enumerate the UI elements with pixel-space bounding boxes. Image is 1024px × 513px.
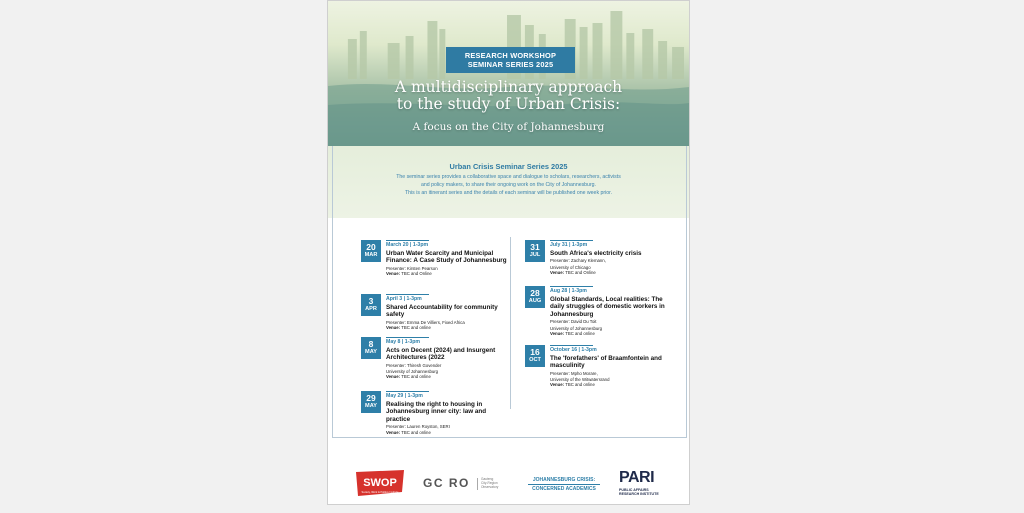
event-presenter: Presenter: Lauren Royston, SERI: [386, 424, 450, 430]
venue-label: Venue:: [386, 429, 401, 435]
venue-value: TBC and Online: [565, 270, 596, 275]
date-day: 28: [530, 288, 540, 298]
date-badge: [525, 345, 545, 367]
event-presenter: Presenter: Zachary Klemann,: [550, 258, 606, 264]
swop-tagline: Society, Work & Politics Institute: [361, 491, 399, 494]
date-month: MAY: [365, 349, 377, 355]
venue-label: Venue:: [550, 270, 565, 275]
event-affiliation: University of Chicago: [550, 264, 591, 270]
event-date: October 16 | 1-3pm: [550, 347, 597, 353]
event-affiliation: University of Johannesburg: [550, 325, 603, 331]
gcro-wordmark: GC RO: [423, 476, 470, 490]
date-month: MAR: [364, 252, 378, 258]
venue-value: TBC and online: [401, 429, 431, 435]
pari-tagline-1: PUBLIC AFFAIRS: [619, 488, 649, 492]
event-rule: [550, 240, 593, 241]
title-line-2: to the study of Urban Crisis:: [396, 95, 621, 113]
event-rule: [550, 286, 593, 287]
jc-line-1: JOHANNESBURG CRISIS:: [532, 477, 596, 483]
date-day: 16: [530, 347, 540, 357]
gcro-tagline-3: Observatory: [481, 484, 499, 489]
event-rule: [386, 391, 429, 392]
gcro-tagline-1: Gauteng: [481, 477, 494, 481]
venue-label: Venue:: [386, 325, 401, 331]
date-day: 8: [368, 339, 374, 349]
date-badge: [361, 337, 381, 359]
hero-banner: [328, 1, 689, 146]
event-presenter: Presenter: Thiresh Govender: [386, 362, 442, 368]
event-title: Acts on Decent (2024) and Insurgent Architectures (2022: [386, 347, 496, 362]
date-month: MAY: [365, 403, 377, 409]
event-date: July 31 | 1-3pm: [550, 242, 588, 248]
venue-label: Venue:: [386, 271, 401, 277]
event-venue: [550, 331, 672, 336]
poster-title: [328, 79, 689, 113]
event-title: Shared Accountability for community safety: [386, 304, 498, 319]
event-presenter: Presenter: Emma De Villiers, Fixed Africa: [386, 319, 465, 325]
poster-subtitle: A focus on the City of Johannesburg: [412, 121, 605, 133]
gcro-separator: [477, 478, 478, 490]
poster: [327, 0, 690, 505]
event-presenter: Presenter: Mpho Morare,: [550, 370, 598, 376]
event-date: May 29 | 1-3pm: [386, 393, 423, 399]
venue-label: Venue:: [386, 374, 401, 380]
event-presenter: Presenter: Kirsten Pearson: [386, 265, 438, 271]
pari-wordmark: PARI: [619, 469, 655, 486]
event-date: Aug 28 | 1-3pm: [550, 288, 587, 294]
venue-label: Venue:: [550, 330, 565, 336]
event-rule: [550, 345, 593, 346]
pari-tagline-2: RESEARCH INSTITUTE: [619, 492, 659, 497]
date-day: 3: [368, 296, 374, 306]
venue-value: TBC and online: [401, 325, 431, 331]
column-divider: [510, 237, 511, 409]
event-venue: [550, 270, 672, 275]
event-rule: [386, 240, 429, 241]
event-venue: [386, 374, 508, 379]
event-venue: [386, 430, 508, 435]
event-rule: [386, 294, 429, 295]
event-title: The 'forefathers' of Braamfontein and masculinity: [550, 355, 662, 370]
intro-heading: Urban Crisis Seminar Series 2025: [449, 162, 568, 171]
badge-line-2: SEMINAR SERIES 2025: [467, 60, 554, 69]
event-date: May 8 | 1-3pm: [386, 339, 421, 345]
swop-logo: [354, 470, 406, 498]
series-badge: [446, 47, 575, 73]
footer-logos: [328, 464, 689, 504]
swop-logo-image: [354, 470, 406, 498]
date-month: JUL: [529, 252, 541, 258]
venue-value: TBC and online: [565, 330, 595, 336]
date-month: OCT: [529, 357, 541, 363]
venue-value: TBC and Online: [401, 271, 432, 277]
event-title: Realising the right to housing in Johannesburg inner city: law and practice: [386, 401, 487, 423]
badge-line-1: RESEARCH WORKSHOP: [464, 51, 557, 60]
date-badge: [361, 391, 381, 413]
venue-value: TBC and online: [565, 382, 595, 388]
event-date: March 20 | 1-3pm: [386, 242, 429, 248]
title-line-1: A multidisciplinary approach: [394, 78, 623, 96]
date-month: AUG: [528, 298, 542, 304]
date-day: 20: [366, 242, 376, 252]
intro-line-2: and policy makers, to share their ongoing work on the City of Johannesburg.: [420, 182, 597, 189]
intro-line-1: The seminar series provides a collaborative space and dialogue to scholars, researchers, activists: [396, 174, 621, 180]
gcro-logo: [423, 476, 503, 494]
event-venue: [386, 325, 508, 330]
date-badge: [361, 240, 381, 262]
date-day: 31: [530, 242, 540, 252]
gcro-tagline: [481, 478, 498, 489]
johannesburg-crisis-logo: [528, 477, 600, 492]
gcro-tagline-2: City-Region: [481, 480, 498, 485]
event-venue: [550, 382, 672, 387]
swop-wordmark: SWOP: [363, 477, 397, 489]
date-badge: [525, 286, 545, 308]
date-day: 29: [366, 393, 376, 403]
event-affiliation: University of the Witwatersrand: [550, 377, 610, 383]
date-badge: [361, 294, 381, 316]
date-badge: [525, 240, 545, 262]
event-title: Urban Water Scarcity and Municipal Finance: A Case Study of Johannesburg: [386, 250, 507, 265]
date-month: APR: [365, 306, 377, 312]
jc-line-2: CONCERNED ACADEMICS: [528, 484, 600, 492]
event-rule: [386, 337, 429, 338]
event-affiliation: University of Johannesburg: [386, 369, 439, 375]
event-venue: [386, 271, 508, 276]
event-title: Global Standards, Local realities: The daily struggles of domestic workers in Johannesburg: [550, 296, 665, 318]
pari-logo: [613, 469, 668, 501]
pari-tagline: [619, 488, 659, 496]
venue-label: Venue:: [550, 382, 565, 388]
event-date: April 3 | 1-3pm: [386, 296, 422, 302]
venue-value: TBC and online: [401, 374, 431, 380]
event-title: South Africa's electricity crisis: [550, 250, 642, 257]
event-presenter: Presenter: David Du Toit: [550, 319, 597, 325]
intro-line-3: This is an itinerant series and the details of each seminar will be published one week prior.: [404, 190, 613, 197]
